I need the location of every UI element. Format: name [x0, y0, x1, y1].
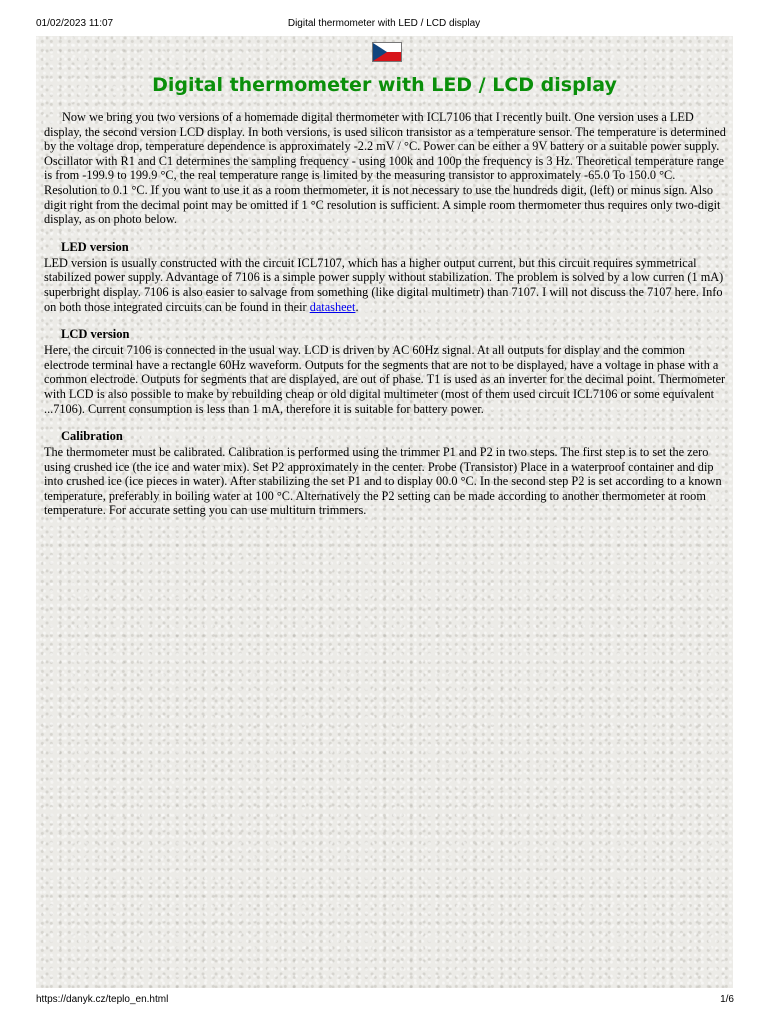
page-body [36, 36, 733, 988]
page-title: Digital thermometer with LED / LCD display [152, 74, 617, 96]
print-page-title: Digital thermometer with LED / LCD display [287, 18, 481, 29]
lcd-version-paragraph: Here, the circuit 7106 is connected in the usual way. LCD is driven by AC 60Hz signal. At all outputs for display and the common electrode terminal have a rectangle 60Hz waveform. Outputs for the segments that are not to be displayed, have a voltage in phase with a common electrode. Outputs for segments that are displayed, are out of phase. T1 is used as an inverter for the decimal point. Thermometer with LCD is also possible to make by rebuilding cheap or old digital multimeter (most of them used circuit ICL7106 or some equivalent ...7106). Current consumption is less than 1 mA, therefore it is suitable for battery power. [44, 343, 726, 416]
lcd-version-heading: LCD version [61, 327, 130, 342]
calibration-heading: Calibration [61, 429, 123, 444]
print-datetime: 01/02/2023 11:07 [36, 18, 114, 29]
print-url: https://danyk.cz/teplo_en.html [36, 994, 169, 1005]
led-version-heading: LED version [61, 239, 129, 254]
print-header [0, 0, 768, 36]
calibration-paragraph: The thermometer must be calibrated. Calibration is performed using the trimmer P1 and P2 in two steps. The first step is to set the zero using crushed ice (the ice and water mix). Set P2 approximately in the center. Probe (Transistor) Place in a waterproof container and dip into crushed ice (ice pieces in water). After stabilizing the set P1 and to display 00.0 °C. In the second step P2 is set according to a known temperature, preferably in boiling water at 100 °C. Alternatively the P2 setting can be made according to another thermometer at room temperature. For accurate setting you can use multiturn trimmers. [44, 445, 722, 518]
czech-flag-icon[interactable] [372, 42, 402, 62]
datasheet-link[interactable]: datasheet [309, 299, 356, 314]
intro-paragraph: Now we bring you two versions of a homemade digital thermometer with ICL7106 that I recently built. One version uses a LED display, the second version LCD display. In both versions, is used silicon transistor as a temperature sensor. The temperature is determined by the voltage drop, temperature dependence is approximately -2.2 mV / °C. Power can be either a 9V battery or a suitable power supply. Oscillator with R1 and C1 determines the sampling frequency - using 100k and 100p the frequency is 3 Hz. Theoretical temperature range is from -199.9 to 199.9 °C, the real temperature range is limited by the measuring transistor to approximately -65.0 To 150.0 °C. Resolution to 0.1 °C. If you want to use it as a room thermometer, it is not necessary to use the hundreds digit, (left) or minus sign. Also digit right from the decimal point may be omitted if 1 °C resolution is sufficient. A simple room thermometer thus requires only two-digit display, as on photo below. [44, 110, 726, 227]
article [44, 110, 726, 518]
led-version-paragraph [44, 256, 726, 314]
page-number: 1/6 [720, 994, 734, 1005]
led-version-end: . [355, 299, 359, 314]
print-footer [0, 990, 768, 1024]
led-version-text: LED version is usually constructed with the circuit ICL7107, which has a higher output current, but this circuit requires symmetrical stabilized power supply. Advantage of 7106 is a simple power supply without stabilization. The problem is solved by a low curren (1 mA) superbright display. 7106 is also easier to salvage from something (like digital multimetr) than 7107. I will not discuss the 7107 here. Info on both those integrated circuits can be found in their [44, 255, 724, 314]
